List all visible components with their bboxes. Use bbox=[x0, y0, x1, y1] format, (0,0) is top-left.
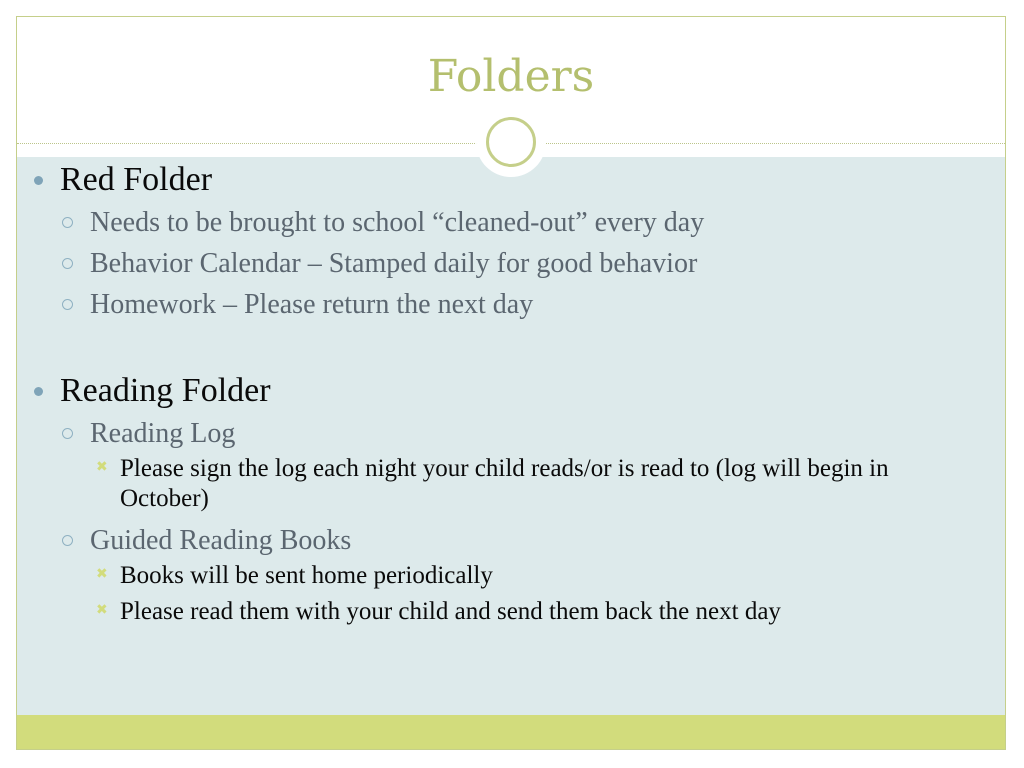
x-bullet-icon: ✖ bbox=[96, 602, 108, 618]
bullet-red-folder bbox=[30, 158, 970, 202]
bullet-reading-folder bbox=[30, 369, 970, 413]
sub-bullet-text: Homework – Please return the next day bbox=[90, 289, 534, 320]
x-bullet-icon: ✖ bbox=[96, 566, 108, 582]
dot-bullet-icon bbox=[34, 176, 43, 185]
slide-title: Folders bbox=[427, 51, 595, 102]
bullet-text: Red Folder bbox=[60, 161, 213, 198]
sub-sub-bullet bbox=[30, 454, 970, 514]
ring-bullet-icon bbox=[62, 258, 73, 269]
sub-bullet bbox=[30, 243, 970, 284]
ring-bullet-icon bbox=[62, 217, 73, 228]
sub-sub-bullet-text: Books will be sent home periodically bbox=[120, 562, 493, 589]
sub-sub-bullet-text: Please sign the log each night your child reads/or is read to (log will begin in October) bbox=[120, 455, 889, 512]
ring-bullet-icon bbox=[62, 535, 73, 546]
sub-bullet-text: Reading Log bbox=[90, 418, 236, 449]
x-bullet-icon: ✖ bbox=[96, 459, 108, 475]
sub-bullet-text: Guided Reading Books bbox=[90, 525, 352, 556]
sub-bullet bbox=[30, 202, 970, 243]
sub-sub-bullet bbox=[30, 597, 970, 627]
bullet-text: Reading Folder bbox=[60, 372, 271, 409]
sub-bullet bbox=[30, 284, 970, 325]
footer-bar bbox=[17, 715, 1005, 749]
ring-bullet-icon bbox=[62, 299, 73, 310]
dot-bullet-icon bbox=[34, 387, 43, 396]
bullet-list bbox=[30, 158, 970, 633]
sub-bullet-text: Behavior Calendar – Stamped daily for good behavior bbox=[90, 248, 698, 279]
sub-bullet bbox=[30, 413, 970, 454]
ring-bullet-icon bbox=[62, 428, 73, 439]
sub-bullet bbox=[30, 520, 970, 561]
sub-sub-bullet bbox=[30, 561, 970, 591]
sub-bullet-text: Needs to be brought to school “cleaned-out” every day bbox=[90, 207, 705, 238]
sub-sub-bullet-text: Please read them with your child and send them back the next day bbox=[120, 598, 781, 625]
